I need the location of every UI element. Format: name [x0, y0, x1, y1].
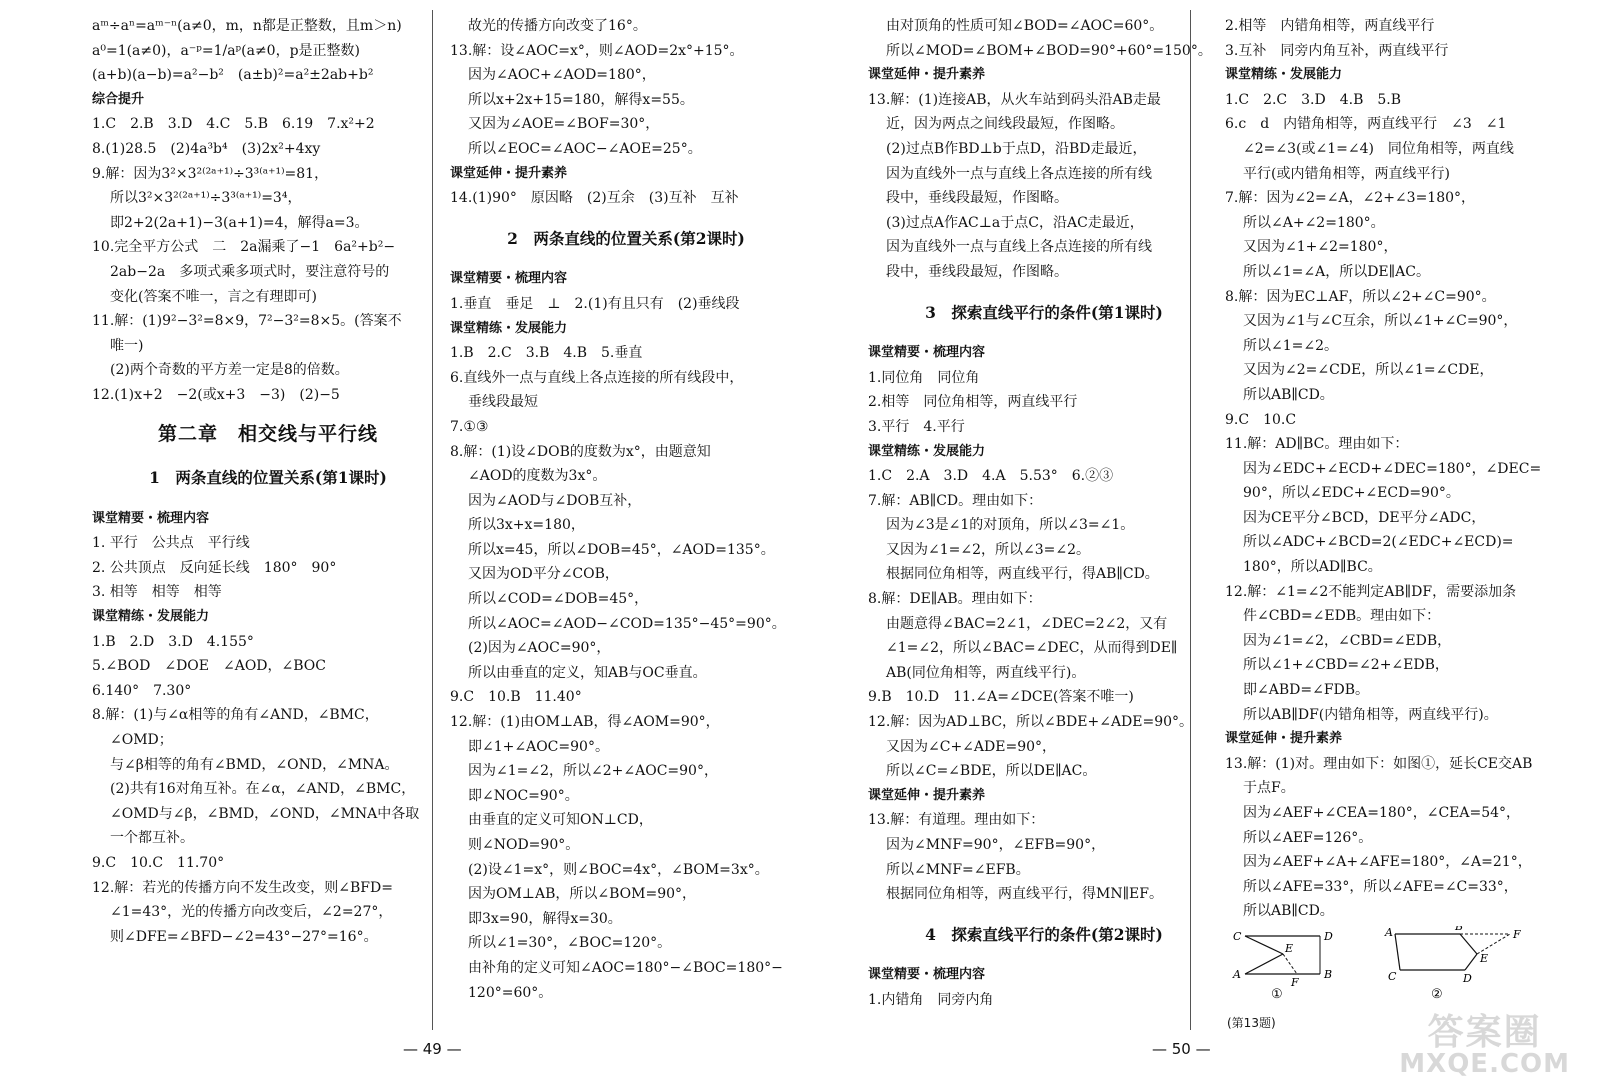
text-line: 13.解：(1)连接AB，从火车站到码头沿AB走最	[868, 91, 1161, 108]
section-heading: 课堂精练・发展能力	[92, 609, 210, 625]
text-line: 11.解：(1)9²−3²=8×9，7²−3²=8×5。(答案不	[92, 313, 402, 330]
text-line-indented: 于点F。	[1243, 780, 1295, 797]
text-line: 1.C 2.B 3.D 4.C 5.B 6.19 7.x²+2	[92, 116, 375, 133]
section-heading: 课堂精要・梳理内容	[92, 510, 210, 526]
section-heading: 课堂精要・梳理内容	[868, 967, 986, 983]
text-line: 2. 公共顶点 反向延长线 180° 90°	[92, 559, 337, 576]
text-line-indented: 所以∠1+∠CBD=∠2+∠EDB，	[1243, 657, 1449, 674]
text-line-indented: 因为∠3是∠1的对顶角，所以∠3=∠1。	[886, 517, 1135, 534]
text-line: 9.C 10.B 11.40°	[450, 689, 582, 706]
text-line-indented: 因为∠AEF+∠CEA=180°，∠CEA=54°，	[1243, 805, 1521, 821]
text-line-indented: 由补角的定义可知∠AOC=180°−∠BOC=180°−	[468, 959, 783, 976]
text-line: 9.C 10.C	[1225, 411, 1297, 428]
fig2-label-c: C	[1388, 970, 1397, 983]
figure-1	[1232, 930, 1333, 1002]
text-line: 12.解：因为AD⊥BC，所以∠BDE+∠ADE=90°。	[868, 714, 1194, 731]
text-line-indented: 垂线段最短	[468, 394, 538, 411]
text-line-indented: ∠AOD的度数为3x°。	[468, 468, 607, 485]
text-line: (a+b)(a−b)=a²−b² (a±b)²=a²±2ab+b²	[92, 67, 374, 84]
text-line: 6.140° 7.30°	[92, 682, 192, 699]
text-line-indented: 所以∠A+∠2=180°。	[1243, 214, 1385, 231]
section-heading: 课堂精练・发展能力	[1225, 67, 1343, 83]
text-line-indented: 因为∠AEF+∠A+∠AFE=180°，∠A=21°，	[1243, 854, 1532, 871]
text-line: 8.解：因为EC⊥AF，所以∠2+∠C=90°。	[1225, 288, 1496, 305]
text-line: 9.B 10.D 11.∠A=∠DCE(答案不唯一)	[868, 689, 1134, 706]
text-line-indented: 即∠1+∠AOC=90°。	[468, 738, 609, 755]
text-line: 1.垂直 垂足 ⊥ 2.(1)有且只有 (2)垂线段	[450, 295, 740, 312]
text-line: 8.解：(1)设∠DOB的度数为x°，由题意知	[450, 443, 711, 460]
figure-caption: (第13题)	[1227, 1016, 1276, 1030]
text-line: 14.(1)90° 原因略 (2)互余 (3)互补 互补	[450, 190, 739, 207]
fig2-label-e: E	[1480, 952, 1489, 965]
text-line: 3.平行 4.平行	[868, 418, 965, 435]
text-line-indented: (2)设∠1=x°，则∠BOC=4x°，∠BOM=3x°。	[468, 861, 769, 878]
text-line: 1.B 2.C 3.B 4.B 5.垂直	[450, 345, 643, 362]
text-line-indented: 所以∠ADC+∠BCD=2(∠EDC+∠ECD)=	[1243, 534, 1514, 551]
text-line-indented: (2)过点B作BD⊥b于点D，沿BD走最近，	[886, 140, 1147, 157]
chapter-title: 第二章 相交线与平行线	[157, 422, 378, 445]
text-line-indented: 90°，所以∠EDC+∠ECD=90°。	[1243, 485, 1460, 502]
text-line-indented: 由题意得∠BAC=2∠1，∠DEC=2∠2，又有	[886, 615, 1168, 632]
text-line: 6.c d 内错角相等，两直线平行 ∠3 ∠1	[1225, 116, 1507, 133]
text-line-indented: 平行(或内错角相等，两直线平行)	[1243, 165, 1450, 182]
text-line: 1. 平行 公共点 平行线	[92, 535, 250, 552]
column-divider-left	[432, 10, 433, 1030]
text-line-indented: 所以由垂直的定义，知AB与OC垂直。	[468, 664, 707, 681]
text-line-indented: (2)共有16对角互补。在∠α，∠AND，∠BMC，	[110, 781, 416, 798]
text-line-indented: 段中，垂线段最短，作图略。	[886, 263, 1068, 280]
text-line-indented: 所以3²×3²⁽²ᵃ⁺¹⁾÷3³⁽ᵃ⁺¹⁾=3⁴，	[110, 190, 302, 207]
text-line: a⁰=1(a≠0)，a⁻ᵖ=1/aᵖ(a≠0，p是正整数)	[92, 42, 361, 59]
fig1-number: ①	[1271, 987, 1283, 1002]
text-line: 7.解：因为∠2=∠A，∠2+∠3=180°，	[1225, 190, 1476, 207]
text-line-indented: ∠1=43°，光的传播方向改变后，∠2=27°，	[110, 904, 393, 921]
text-line-indented: 一个都互补。	[110, 830, 194, 847]
text-line: 7.①③	[450, 418, 489, 435]
section-heading: 课堂精要・梳理内容	[868, 345, 986, 361]
watermark-logo	[1399, 1012, 1570, 1079]
text-line-indented: 因为∠AOD与∠DOB互补，	[468, 492, 642, 509]
text-line-indented: 所以∠MOD=∠BOM+∠BOD=90°+60°=150°。	[886, 42, 1212, 59]
text-line-indented: 由垂直的定义可知ON⊥CD，	[468, 812, 653, 829]
text-line-indented: 又因为∠C+∠ADE=90°，	[886, 738, 1057, 755]
text-line: 6.直线外一点与直线上各点连接的所有线段中，	[450, 369, 744, 386]
text-line-indented: 因为直线外一点与直线上各点连接的所有线	[886, 239, 1152, 256]
fig2-number: ②	[1431, 987, 1443, 1002]
text-line-indented: (3)过点A作AC⊥a于点C，沿AC走最近，	[886, 214, 1144, 231]
section-heading: 综合提升	[92, 91, 145, 107]
text-line-indented: 故光的传播方向改变了16°。	[468, 18, 647, 34]
fig2-label-d: D	[1463, 972, 1472, 985]
text-line-indented: 所以∠MNF=∠EFB。	[886, 861, 1030, 878]
text-line-indented: 由对顶角的性质可知∠BOD=∠AOC=60°。	[886, 18, 1164, 34]
text-line-indented: 120°=60°。	[468, 984, 553, 1001]
text-line-indented: 段中，垂线段最短，作图略。	[886, 190, 1068, 207]
text-line-indented: 因为CE平分∠BCD，DE平分∠ADC，	[1243, 509, 1486, 526]
text-line-indented: ∠2=∠3(或∠1=∠4) 同位角相等，两直线	[1243, 140, 1514, 157]
text-line-indented: 所以∠1=∠A，所以DE∥AC。	[1243, 263, 1430, 280]
text-line: 9.解：因为3²×3²⁽²ᵃ⁺¹⁾÷3³⁽ᵃ⁺¹⁾=81，	[92, 165, 329, 182]
text-line-indented: 所以x+2x+15=180，解得x=55。	[468, 91, 694, 108]
text-line-indented: 所以∠AFE=33°，所以∠AFE=∠C=33°，	[1243, 878, 1518, 895]
fig2-label-b: B	[1455, 926, 1464, 933]
fig1-label-f: F	[1291, 976, 1299, 989]
fig1-label-c: C	[1233, 930, 1242, 943]
text-line: 1.C 2.A 3.D 4.A 5.53° 6.②③	[868, 468, 1114, 485]
text-line: 12.解：若光的传播方向不发生改变，则∠BFD=	[92, 879, 393, 896]
column-1	[92, 14, 444, 949]
text-line-indented: ∠1=∠2，所以∠BAC=∠DEC，从而得到DE∥	[886, 640, 1178, 657]
section-heading: 课堂延伸・提升素养	[450, 165, 568, 181]
text-line: 13.解：有道理。理由如下：	[868, 812, 1045, 829]
text-line-indented: 所以AB∥CD。	[1243, 386, 1334, 403]
text-line: 3.互补 同旁内角互补，两直线平行	[1225, 42, 1449, 59]
text-line-indented: 则∠DFE=∠BFD−∠2=43°−27°=16°。	[110, 928, 378, 945]
text-line: 5.∠BOD ∠DOE ∠AOD，∠BOC	[92, 658, 327, 675]
text-line-indented: 因为∠1=∠2，所以∠2+∠AOC=90°，	[468, 763, 718, 780]
text-line: 1.C 2.C 3.D 4.B 5.B	[1225, 91, 1402, 108]
text-line: 12.解：∠1=∠2不能判定AB∥DF，需要添加条	[1225, 583, 1517, 600]
text-line: 9.C 10.C 11.70°	[92, 855, 225, 871]
text-line: 10.完全平方公式 二 2a漏乘了−1 6a²+b²−	[92, 239, 396, 256]
lesson-title: 2 两条直线的位置关系(第2课时)	[507, 228, 745, 248]
text-line-indented: 即∠ABD=∠FDB。	[1243, 682, 1370, 699]
fig1-label-b: B	[1324, 968, 1333, 981]
text-line-indented: AB(同位角相等，两直线平行)。	[886, 664, 1086, 681]
text-line-indented: 变化(答案不唯一，言之有理即可)	[110, 288, 317, 305]
text-line-indented: 所以∠1=30°，∠BOC=120°。	[468, 935, 672, 952]
text-line-indented: 又因为∠1+∠2=180°，	[1243, 239, 1398, 256]
text-line: 2.相等 同位角相等，两直线平行	[868, 394, 1078, 411]
geometry-figures	[1225, 926, 1555, 1006]
text-line-indented: 所以3x+x=180，	[468, 517, 585, 534]
section-heading: 课堂延伸・提升素养	[1225, 731, 1343, 747]
column-4	[1225, 14, 1577, 924]
text-line-indented: ∠OMD；	[110, 732, 173, 749]
text-line-indented: 因为∠1=∠2，∠CBD=∠EDB，	[1243, 632, 1452, 649]
text-line-indented: 又因为∠1与∠C互余，所以∠1+∠C=90°，	[1243, 313, 1518, 330]
text-line: 13.解：设∠AOC=x°，则∠AOD=2x°+15°。	[450, 42, 744, 59]
text-line-indented: 所以AB∥CD。	[1243, 903, 1334, 920]
fig1-label-d: D	[1324, 930, 1333, 943]
text-line: 11.解：AD∥BC。理由如下：	[1225, 436, 1409, 453]
text-line-indented: 即2+2(2a+1)−3(a+1)=4，解得a=3。	[110, 214, 369, 231]
text-line-indented: 所以AB∥DF(内错角相等，两直线平行)。	[1243, 706, 1498, 723]
text-line-indented: 件∠CBD=∠EDB。理由如下：	[1243, 608, 1441, 625]
column-2	[450, 14, 802, 1005]
figure-2	[1384, 926, 1521, 1002]
text-line: 8.解：(1)与∠α相等的角有∠AND，∠BMC，	[92, 707, 379, 724]
text-line: 8.解：DE∥AB。理由如下：	[868, 591, 1042, 608]
section-heading: 课堂精练・发展能力	[868, 443, 986, 459]
text-line: 13.解：(1)对。理由如下：如图①，延长CE交AB	[1225, 755, 1533, 772]
text-line: 8.(1)28.5 (2)4a³b⁴ (3)2x²+4xy	[92, 140, 321, 157]
text-line-indented: 因为∠EDC+∠ECD+∠DEC=180°，∠DEC=	[1243, 460, 1542, 477]
lesson-title: 4 探索直线平行的条件(第2课时)	[925, 924, 1163, 944]
text-line-indented: 又因为∠1=∠2，所以∠3=∠2。	[886, 541, 1091, 558]
text-line: aᵐ÷aⁿ=aᵐ⁻ⁿ(a≠0，m，n都是正整数，且m＞n)	[92, 18, 402, 34]
text-line-indented: 根据同位角相等，两直线平行，得AB∥CD。	[886, 566, 1159, 583]
text-line: 3. 相等 相等 相等	[92, 584, 222, 601]
column-3	[868, 14, 1220, 1013]
lesson-title: 1 两条直线的位置关系(第1课时)	[149, 468, 387, 488]
text-line: 1.B 2.D 3.D 4.155°	[92, 633, 254, 650]
text-line-indented: 因为∠AOC+∠AOD=180°，	[468, 67, 656, 84]
text-line-indented: 即3x=90，解得x=30。	[468, 910, 622, 927]
text-line-indented: 因为∠MNF=90°，∠EFB=90°，	[886, 837, 1106, 853]
text-line: 1.内错角 同旁内角	[868, 991, 994, 1008]
text-line-indented: 所以∠1=∠2。	[1243, 337, 1339, 354]
text-line-indented: 180°，所以AD∥BC。	[1243, 559, 1382, 576]
text-line-indented: 2ab−2a 多项式乘多项式时，要注意符号的	[110, 263, 390, 280]
watermark-line2: MXQE.COM	[1399, 1049, 1570, 1079]
text-line: 7.解：AB∥CD。理由如下：	[868, 492, 1043, 509]
text-line-indented: 即∠NOC=90°。	[468, 787, 579, 804]
text-line-indented: (2)两个奇数的平方差一定是8的倍数。	[110, 362, 349, 379]
text-line-indented: 因为直线外一点与直线上各点连接的所有线	[886, 165, 1152, 182]
column-divider-right	[1190, 10, 1191, 1030]
text-line-indented: 所以∠AOC=∠AOD−∠COD=135°−45°=90°。	[468, 615, 786, 632]
text-line-indented: 近，因为两点之间线段最短，作图略。	[886, 116, 1124, 133]
text-line-indented: 所以∠AEF=126°。	[1243, 829, 1373, 846]
text-line-indented: 因为OM⊥AB，所以∠BOM=90°，	[468, 886, 697, 903]
section-heading: 课堂精练・发展能力	[450, 320, 568, 336]
text-line-indented: 又因为∠2=∠CDE，所以∠1=∠CDE，	[1243, 362, 1494, 379]
text-line-indented: 又因为∠AOE=∠BOF=30°，	[468, 116, 660, 133]
section-heading: 课堂精要・梳理内容	[450, 271, 568, 287]
section-heading: 课堂延伸・提升素养	[868, 67, 986, 83]
text-line: 2.相等 内错角相等，两直线平行	[1225, 18, 1435, 34]
text-line: 12.(1)x+2 −2(或x+3 −3) (2)−5	[92, 386, 340, 403]
page-number-right: — 50 —	[1152, 1040, 1211, 1058]
text-line-indented: 与∠β相等的角有∠BMD，∠OND，∠MNA。	[110, 756, 399, 773]
lesson-title: 3 探索直线平行的条件(第1课时)	[925, 302, 1163, 322]
text-line-indented: (2)因为∠AOC=90°，	[468, 640, 611, 657]
text-line-indented: 则∠NOD=90°。	[468, 837, 580, 853]
section-heading: 课堂延伸・提升素养	[868, 787, 986, 803]
watermark-line1: 答案圈	[1427, 1012, 1542, 1053]
text-line-indented: 所以∠C=∠BDE，所以DE∥AC。	[886, 763, 1097, 780]
text-line-indented: 又因为OD平分∠COB，	[468, 566, 619, 583]
text-line-indented: 根据同位角相等，两直线平行，得MN∥EF。	[886, 886, 1163, 903]
fig2-label-a: A	[1385, 926, 1393, 939]
text-line-indented: ∠OMD与∠β，∠BMD，∠OND，∠MNA中各取	[110, 805, 420, 822]
text-line-indented: 唯一)	[110, 337, 144, 354]
text-line: 12.解：(1)由OM⊥AB，得∠AOM=90°，	[450, 714, 720, 731]
fig1-label-a: A	[1233, 968, 1241, 981]
text-line: 1.同位角 同位角	[868, 369, 980, 386]
fig1-label-e: E	[1285, 942, 1294, 955]
page-number-left: — 49 —	[403, 1040, 462, 1058]
text-line-indented: 所以x=45，所以∠DOB=45°，∠AOD=135°。	[468, 541, 775, 558]
fig2-label-f: F	[1513, 928, 1521, 941]
text-line-indented: 所以∠COD=∠DOB=45°，	[468, 591, 649, 608]
text-line-indented: 所以∠EOC=∠AOC−∠AOE=25°。	[468, 140, 702, 157]
